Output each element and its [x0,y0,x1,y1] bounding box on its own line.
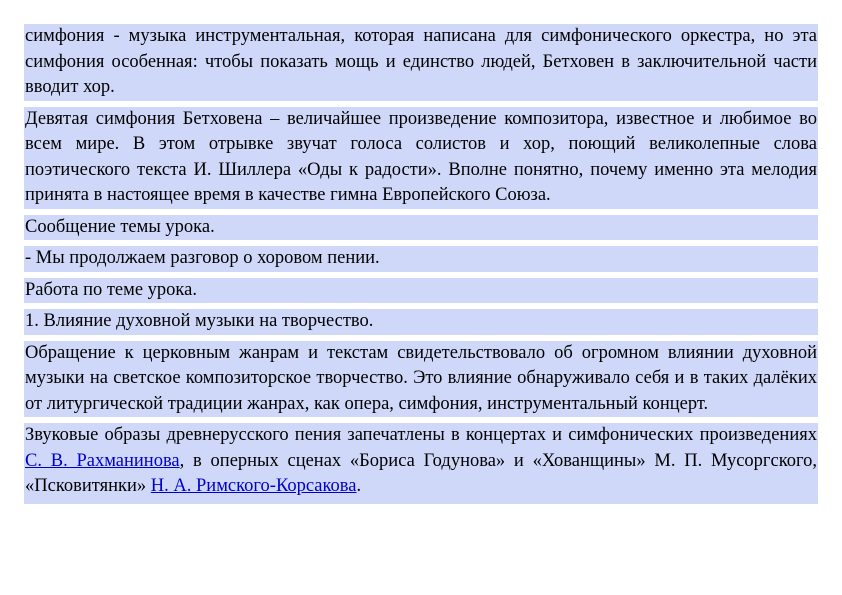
paragraph-ninth-symphony: Девятая симфония Бетховена – величайшее произведение композитора, известное и любимое во всем мире. В этом отрывке звучат голоса солистов и хор, поющий великолепные слова поэтического текста И. Шиллера «Оды к радости». Вполне понятно, почему именно эта мелодия принята в настоящее время в качестве гимна Европейского Союза. [24,107,818,209]
rachmaninoff-link[interactable]: С. В. Рахманинова [25,450,180,471]
document-body [24,24,818,510]
rimsky-korsakov-link[interactable]: Н. А. Римского-Корсакова [150,476,357,496]
text-segment: Звуковые образы древнерусского пения запечатлены в концертах и симфонических произведениях [25,425,817,445]
paragraph-lesson-work: Работа по теме урока. [24,278,818,304]
paragraph-choral-singing: - Мы продолжаем разговор о хоровом пении. [24,246,818,272]
text-segment: , в оперных сценах «Бориса Годунова» и «Хованщины» М. П. Мусоргского, «Псковитянки» [25,450,818,496]
paragraph-church-genres: Обращение к церковным жанрам и текстам свидетельствовало об огромном влиянии духовной музыки на светское композиторское творчество. Это влияние обнаруживало себя и в таких далёких от литургической традиции жанрах, как опера, симфония, инструментальный концерт. [24,341,818,418]
paragraph-spiritual-music-heading: 1. Влияние духовной музыки на творчество. [24,309,818,335]
paragraph-symphony-intro: симфония - музыка инструментальная, которая написана для симфонического оркестра, но эта симфония особенная: чтобы показать мощь и единство людей, Бетховен в заключительной части вводит хор. [24,24,818,101]
text-segment: . [356,476,362,496]
paragraph-lesson-topic: Сообщение темы урока. [24,215,818,241]
paragraph-sound-images [24,423,818,504]
